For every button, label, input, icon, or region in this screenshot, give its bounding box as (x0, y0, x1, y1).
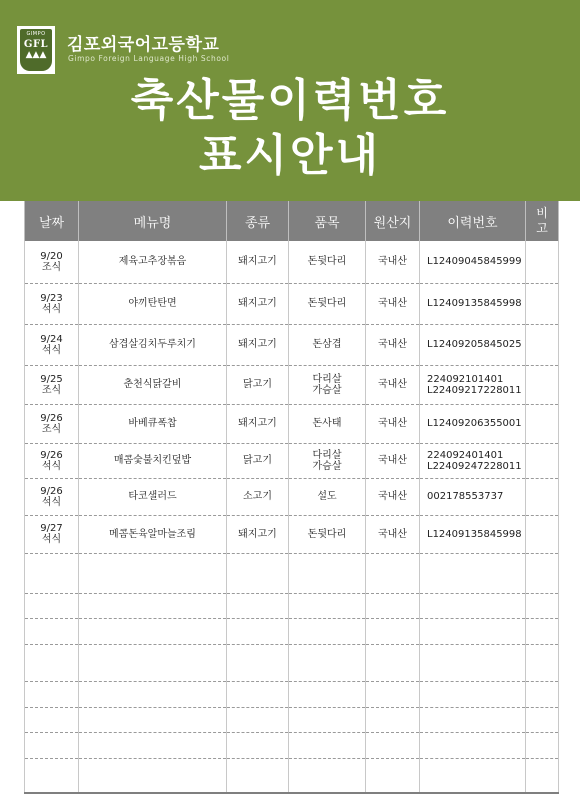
empty-cell (25, 732, 79, 758)
empty-row (25, 618, 559, 644)
empty-cell (227, 618, 289, 644)
cell-trace: L12409206355001 (420, 404, 526, 443)
cell-note (526, 365, 559, 404)
cell-item: 다리살 가슴살 (289, 443, 366, 478)
cell-note (526, 443, 559, 478)
empty-cell (79, 618, 227, 644)
table-row (25, 515, 559, 553)
cell-trace: 224092101401 L22409217228011 (420, 365, 526, 404)
empty-cell (526, 553, 559, 593)
empty-cell (227, 553, 289, 593)
empty-cell (227, 593, 289, 618)
cell-menu: 타코샐러드 (79, 478, 227, 515)
cell-date: 9/23 석식 (25, 283, 79, 324)
cell-origin: 국내산 (366, 443, 420, 478)
cell-type: 닭고기 (227, 443, 289, 478)
school-logo (20, 29, 52, 71)
cell-note (526, 324, 559, 365)
empty-cell (25, 553, 79, 593)
cell-note (526, 283, 559, 324)
cell-date: 9/20 조식 (25, 241, 79, 283)
column-header: 비 고 (526, 201, 559, 241)
cell-type: 돼지고기 (227, 324, 289, 365)
school-name: 김포외국어고등학교 (67, 35, 220, 55)
empty-cell (366, 758, 420, 793)
page-title-line2: 표시안내 (198, 130, 381, 181)
trace-table (24, 201, 559, 794)
empty-cell (289, 681, 366, 707)
empty-cell (25, 644, 79, 681)
table-header-row (25, 201, 559, 241)
cell-date: 9/26 석식 (25, 478, 79, 515)
table-row (25, 283, 559, 324)
cell-item: 돈삼겹 (289, 324, 366, 365)
cell-item: 돈뒷다리 (289, 241, 366, 283)
empty-cell (366, 681, 420, 707)
cell-trace: 224092401401 L22409247228011 (420, 443, 526, 478)
empty-cell (366, 553, 420, 593)
empty-row (25, 732, 559, 758)
column-header: 품목 (289, 201, 366, 241)
empty-cell (526, 758, 559, 793)
empty-cell (420, 707, 526, 732)
cell-trace: L12409045845999 (420, 241, 526, 283)
cell-note (526, 478, 559, 515)
cell-menu: 제육고추장볶음 (79, 241, 227, 283)
cell-trace: 002178553737 (420, 478, 526, 515)
empty-cell (79, 707, 227, 732)
cell-item: 돈뒷다리 (289, 515, 366, 553)
cell-note (526, 404, 559, 443)
table-row (25, 365, 559, 404)
cell-type: 돼지고기 (227, 241, 289, 283)
empty-cell (79, 553, 227, 593)
empty-row (25, 758, 559, 793)
cell-origin: 국내산 (366, 515, 420, 553)
empty-cell (366, 593, 420, 618)
cell-menu: 춘천식닭갈비 (79, 365, 227, 404)
empty-cell (366, 618, 420, 644)
empty-cell (227, 732, 289, 758)
empty-row (25, 644, 559, 681)
column-header: 메뉴명 (79, 201, 227, 241)
school-name-en: Gimpo Foreign Language High School (68, 54, 230, 63)
cell-menu: 바베큐폭찹 (79, 404, 227, 443)
empty-cell (420, 644, 526, 681)
empty-cell (420, 681, 526, 707)
cell-menu: 메콤돈육알마늘조림 (79, 515, 227, 553)
empty-cell (79, 758, 227, 793)
cell-type: 돼지고기 (227, 515, 289, 553)
cell-menu: 야끼탄탄면 (79, 283, 227, 324)
empty-cell (79, 644, 227, 681)
cell-item: 돈사태 (289, 404, 366, 443)
empty-cell (25, 593, 79, 618)
cell-origin: 국내산 (366, 365, 420, 404)
cell-menu: 삼겹살김치두루치기 (79, 324, 227, 365)
empty-cell (227, 644, 289, 681)
cell-origin: 국내산 (366, 324, 420, 365)
cell-type: 돼지고기 (227, 404, 289, 443)
column-header: 종류 (227, 201, 289, 241)
empty-cell (289, 553, 366, 593)
table-row (25, 478, 559, 515)
empty-cell (526, 618, 559, 644)
empty-cell (526, 681, 559, 707)
empty-cell (420, 618, 526, 644)
empty-cell (526, 732, 559, 758)
cell-date: 9/24 석식 (25, 324, 79, 365)
empty-cell (79, 681, 227, 707)
cell-date: 9/26 조식 (25, 404, 79, 443)
empty-cell (366, 644, 420, 681)
table-row (25, 404, 559, 443)
empty-cell (420, 732, 526, 758)
empty-cell (526, 593, 559, 618)
empty-row (25, 553, 559, 593)
cell-type: 소고기 (227, 478, 289, 515)
cell-date: 9/26 석식 (25, 443, 79, 478)
page-title-line1: 축산물이력번호 (130, 75, 450, 126)
empty-cell (25, 681, 79, 707)
cell-item: 설도 (289, 478, 366, 515)
cell-origin: 국내산 (366, 404, 420, 443)
table-row (25, 443, 559, 478)
empty-cell (79, 732, 227, 758)
empty-cell (79, 593, 227, 618)
tree-icon: ▲▲▲ (25, 50, 47, 60)
empty-cell (289, 758, 366, 793)
empty-row (25, 681, 559, 707)
cell-trace: L12409135845998 (420, 283, 526, 324)
empty-cell (420, 553, 526, 593)
cell-item: 다리살 가슴살 (289, 365, 366, 404)
empty-cell (289, 618, 366, 644)
empty-row (25, 593, 559, 618)
empty-cell (25, 707, 79, 732)
cell-note (526, 241, 559, 283)
column-header: 이력번호 (420, 201, 526, 241)
header-banner (0, 0, 580, 201)
empty-cell (526, 644, 559, 681)
cell-type: 돼지고기 (227, 283, 289, 324)
empty-cell (289, 707, 366, 732)
cell-note (526, 515, 559, 553)
empty-row (25, 707, 559, 732)
cell-menu: 매콤숯불치킨덮밥 (79, 443, 227, 478)
empty-cell (366, 707, 420, 732)
table-row (25, 241, 559, 283)
cell-item: 돈뒷다리 (289, 283, 366, 324)
empty-cell (289, 644, 366, 681)
empty-cell (420, 593, 526, 618)
empty-cell (25, 618, 79, 644)
logo-text: GFL (23, 39, 49, 50)
cell-date: 9/25 조식 (25, 365, 79, 404)
cell-trace: L12409205845025 (420, 324, 526, 365)
table-row (25, 324, 559, 365)
empty-cell (289, 732, 366, 758)
empty-cell (289, 593, 366, 618)
cell-origin: 국내산 (366, 241, 420, 283)
column-header: 원산지 (366, 201, 420, 241)
cell-trace: L12409135845998 (420, 515, 526, 553)
cell-origin: 국내산 (366, 478, 420, 515)
empty-cell (227, 758, 289, 793)
empty-cell (25, 758, 79, 793)
cell-origin: 국내산 (366, 283, 420, 324)
cell-type: 닭고기 (227, 365, 289, 404)
empty-cell (526, 707, 559, 732)
empty-cell (227, 681, 289, 707)
logo-top-text: GIMPO (26, 31, 46, 37)
empty-cell (420, 758, 526, 793)
cell-date: 9/27 석식 (25, 515, 79, 553)
empty-cell (366, 732, 420, 758)
column-header: 날짜 (25, 201, 79, 241)
empty-cell (227, 707, 289, 732)
